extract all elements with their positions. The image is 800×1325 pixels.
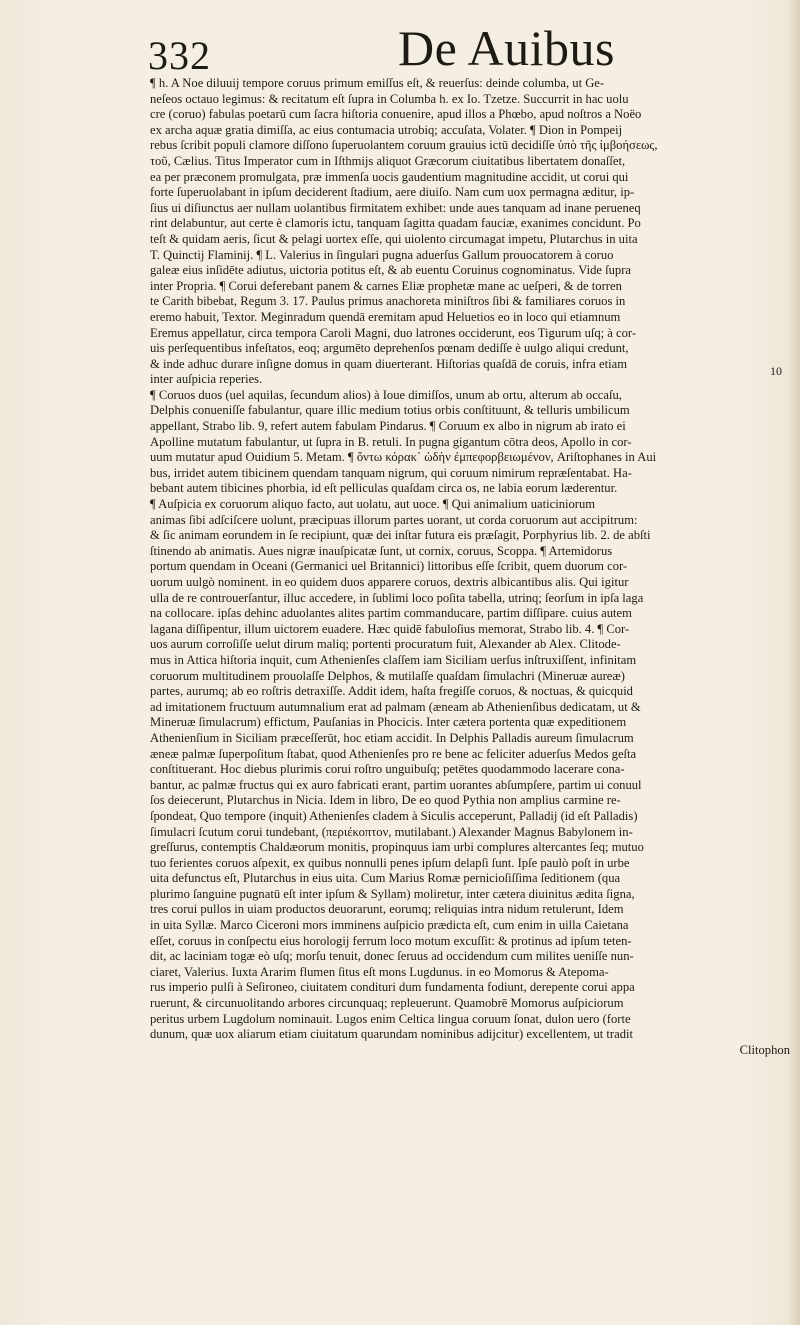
text-line: uos aurum corroſiſſe uelut dirum maliq; portenti procuratum fuit, Alexander ab Alex. Clitode- (150, 637, 621, 652)
text-line: ſius ui diſiunctus aer nullam uolantibus firmitatem exhibet: unde aues tanquam ad inane perueneq (150, 200, 641, 215)
text-line: ex archa aquæ gratia dimiſſa, ac eius contumacia utrobiq; accuſata, Volater. ¶ Dion in Pompeij (150, 122, 623, 137)
text-line: coruorum multitudinem prouolaſſe Delphos, & mutilaſſe quaſdam ſimulachri (Mineruæ aureæ) (150, 668, 625, 683)
text-line: Apolline mutatum fabulantur, ut ſupra in B. retuli. In pugna gigantum cōtra deos, Apollo in cor- (150, 434, 632, 449)
text-line: uorum uulgò nominent. in eo quidem duos apparere coruos, dextris albicantibus alis. Qui igitur (150, 575, 629, 589)
text-line: ſos deiecerunt, Plutarchus in Nicia. Idem in libro, De eo quod Pythia non amplius carmine re- (150, 793, 621, 808)
text-line: forte ſuperuolabant in ipſum deciderent ſtadium, aere diuiſo. Nam cum uox permagna æditur, ip- (150, 185, 635, 200)
text-line: Delphis conueniſſe fabulantur, quare illic medium totius orbis conſtituunt, & telluris umbilicum (150, 403, 630, 418)
text-line: plurimo ſanguine pugnatū eſt inter ipſum & Syllam) moliretur, inter cætera diuinitus ædita ſigna, (150, 886, 635, 901)
text-line: ulla de re controuerſantur, illuc accedere, in ſublimi loco poſita tabella, utrinq; ſeorſum in ipſa laga (150, 590, 644, 605)
text-line: conſtituerant. Hoc diebus plurimis corui roſtro unguibuſq; petētes quodammodo lacerare cona- (150, 762, 625, 777)
text-line: ad imitationem fructuum autumnalium erat ad palmam (æneam ab Athenienſibus dedicatam, ut & (150, 699, 641, 714)
text-line: uita defunctus eſt, Plutarchus in eius uita. Cum Marius Romæ pernicioſiſſima ſeditionem (qua (150, 871, 621, 886)
text-line: ¶ Auſpicia ex coruorum aliquo facto, aut uolatu, aut uoce. ¶ Qui animalium uaticiniorum (150, 497, 596, 512)
text-line: inter auſpicia reperies. (150, 372, 263, 387)
text-line: tuo ferientes coruos aſpexit, ex quibus nonnulli penes ipſum delapſi ſunt. Ipſe paulò poſt in urbe (150, 855, 630, 870)
text-line: bantur, ac palmæ fructus qui ex auro fabricati erant, partim uorantes abſumpſere, partim ui conuul (150, 777, 642, 792)
page-number: 332 (148, 33, 211, 78)
text-line: Athenienſium in Siciliam præceſſerūt, hoc etiam accidit. In Delphis Palladis aureum ſimulacrum (150, 730, 634, 745)
text-line: Eremus appellatur, circa tempora Caroli Magni, duo latrones occiderunt, eos Tigurum uſq; à cor- (150, 325, 637, 340)
text-line: Clitophon (739, 1042, 790, 1057)
text-line: inter Propria. ¶ Corui deferebant panem & carnes Eliæ prophetæ mane ac ueſperi, & de torren (150, 278, 622, 293)
text-line: ſimulacri ſcutum corui tundebant, (περιέκοπτον, mutilabant.) Alexander Magnus Babylonem in- (150, 824, 633, 839)
text-line: galeæ eius inſidēte adiutus, uictoria potitus eſt, & ab euentu Coruinus cognominatus. Vide ſupra (150, 263, 631, 278)
text-line: ciaret, Valerius. Iuxta Ararim flumen ſitus eſt mons Lugdunus. in eo Momorus & Atepoma- (150, 964, 609, 979)
text-line: & inde adhuc durare inſigne domus in quam diuerterant. Hiſtorias quaſdā de coruis, infra etiam (150, 356, 628, 371)
text-line: peritus urbem Lugdolum nominauit. Lugos enim Celtica lingua coruum ſonat, dulon uero (forte (150, 1011, 631, 1026)
text-line: eremo habuit, Textor. Meginradum quendā eremitam apud Heluetios eo in loco qui etiamnum (150, 309, 621, 324)
text-line: eſſet, coruus in conſpectu eius horologij ferrum loco motum excuſſit: & protinus ad ipſum teten- (150, 933, 632, 948)
text-line: ¶ h. A Noe diluuij tempore coruus primum emiſſus eſt, & reuerſus: deinde columba, ut Ge- (150, 76, 605, 90)
text-line: mus in Attica hiſtoria inquit, cum Athenienſes claſſem iam Siciliam uerſus inſtruxiſſent, infinitam (150, 652, 637, 667)
text-line: ſtinendo ab animatis. Aues nigræ inauſpicatæ ſunt, ut cornix, coruus, Scoppa. ¶ Artemidorus (150, 543, 613, 558)
page-header (0, 20, 800, 80)
text-line: te Carith bibebat, Regum 3. 17. Paulus primus anachoreta miniſtros ſibi & familiares coruos in (150, 294, 626, 309)
text-line: partes, aurumq; ab eo roſtris detraxiſſe. Addit idem, haſta fregiſſe coruos, & noctuas, & quicquid (150, 684, 633, 699)
text-line: τοῦ, Cælius. Titus Imperator cum in Iſthmijs aliquot Græcorum ciuitatibus libertatem donaſſet, (150, 153, 626, 168)
text-line: ¶ Coruos duos (uel aquilas, ſecundum alios) à Ioue dimiſſos, unum ab ortu, alterum ab occaſu, (150, 387, 622, 402)
text-line: teſt & quidam aeris, ſicut & pelagi uortex eſſe, qui uiolento circumagat impetu, Plutarchus in uita (150, 231, 638, 246)
text-line: ruerunt, & circunuolitando arbores circunquaq; repleuerunt. Quamobrē Momorus auſpiciorum (150, 996, 624, 1011)
text-line: portum quendam in Oceani (Germanici uel Britannici) littoribus eſſe ſcribit, quem duorum cor- (150, 559, 628, 574)
margin-line-number: 10 (770, 364, 782, 378)
text-line: greſſurus, contemptis Chaldæorum monitis, propinquus iam urbi complures altercantes ſeq; mutuo (150, 840, 644, 855)
text-line: lagana diſſipentur, illum uictorem euadere. Hæc quidē fabuloſius memorat, Strabo lib. 4. ¶ Cor- (150, 621, 630, 636)
text-line: dunum, quæ uox aliarum etiam ciuitatum quarundam nominibus adijcitur) excellentem, ut tradit (150, 1027, 633, 1042)
text-line: uum mutatur apud Ouidium 5. Metam. ¶ ὄντω κόρακ᾽ ὠδὴν ἐμπεφορβειωμένον, Ariſtophanes in Aui (150, 450, 657, 465)
text-line: appellant, Strabo lib. 9, refert autem fabulam Pindarus. ¶ Coruum ex albo in nigrum ab irato ei (150, 419, 626, 434)
text-line: rus imperio pulſi à Seſironeo, ciuitatem condituri dum fundamenta fodiunt, derepente corui appa (150, 980, 635, 995)
text-line: tres corui pullos in uiam productos deuorarunt, eorumq; reliquias intra nidum retulerunt, Idem (150, 902, 624, 917)
text-line: uis perſequentibus infeſtatos, eoq; argumēto deprehenſos pœnam dediſſe è uulgo aliqui credunt, (150, 341, 629, 356)
text-line: ſpondeat, Quo tempore (inquit) Athenienſes cladem à Siculis acceperunt, Palladij (id eſt Palladis) (150, 808, 638, 823)
text-line: bus, irridet autem tibicinem quendam tanquam nigrum, qui coruum nimirum repræſentabat. Ha- (150, 465, 632, 480)
text-line: rint delabuntur, aut certe è clamoris ictu, tanquam ſagitta quadam fauciæ, exanimes concidunt. Po (150, 216, 641, 231)
text-line: & ſic animam eorundem in ſe recipiunt, quæ dei inſtar futura eis præſagit, Porphyrius lib. 2. de abſti (150, 528, 651, 543)
text-line: neſeos octauo legimus: & recitatum eſt ſupra in Columba h. ex Io. Tzetze. Succurrit in hac uolu (150, 91, 629, 106)
text-line: T. Quinctij Flaminij. ¶ L. Valerius in ſingulari pugna aduerſus Gallum prouocatorem à coruo (150, 247, 614, 262)
text-line: rebus ſcribit populi clamore diſſono ſuperuolantem coruum grauius ictū decidiſſe ὑπὸ τῆς ἰμβοήσεως, (150, 138, 658, 153)
text-line: in uita Syllæ. Marco Ciceroni mors imminens auſpicio prædicta eſt, cum enim in uilla Caietana (150, 918, 629, 933)
text-line: Mineruæ ſimulacrum) effictum, Pauſanias in Phocicis. Inter cætera portenta quæ expeditionem (150, 715, 627, 730)
text-line: animas ſibi adſciſcere uolunt, præcipuas illorum partes uorant, ut corda coruorum aut accipitrum: (150, 512, 638, 527)
text-line: bebant autem tibicines phorbia, id eſt pelliculas quaſdam circa os, ne labia eorum læderentur. (150, 481, 618, 496)
text-line: cre (coruo) fabulas poetarū cum ſacra hiſtoria conuenire, apud illos a Phœbo, apud noſtros a Noëo (150, 107, 642, 122)
text-line: na collocare. ipſas dehinc aduolantes alites partim commanducare, partim diſſipare. cuius autem (150, 606, 632, 621)
body-text (150, 76, 800, 1321)
text-line: æneæ palmæ ſuperpoſitum ſtabat, quod Athenienſes pro re bene ac feliciter aduerſus Medos geſta (150, 746, 637, 761)
text-line: ea per præconem promulgata, præ immenſa uocis gaudentium magnitudine accidit, ut corui qui (150, 169, 629, 184)
running-title: De Auibus (398, 20, 615, 76)
text-line: dit, ac laciniam togæ eò uſq; morſu tenuit, donec ſeruus ad occidendum cum milites ueniſſe nun- (150, 949, 634, 964)
